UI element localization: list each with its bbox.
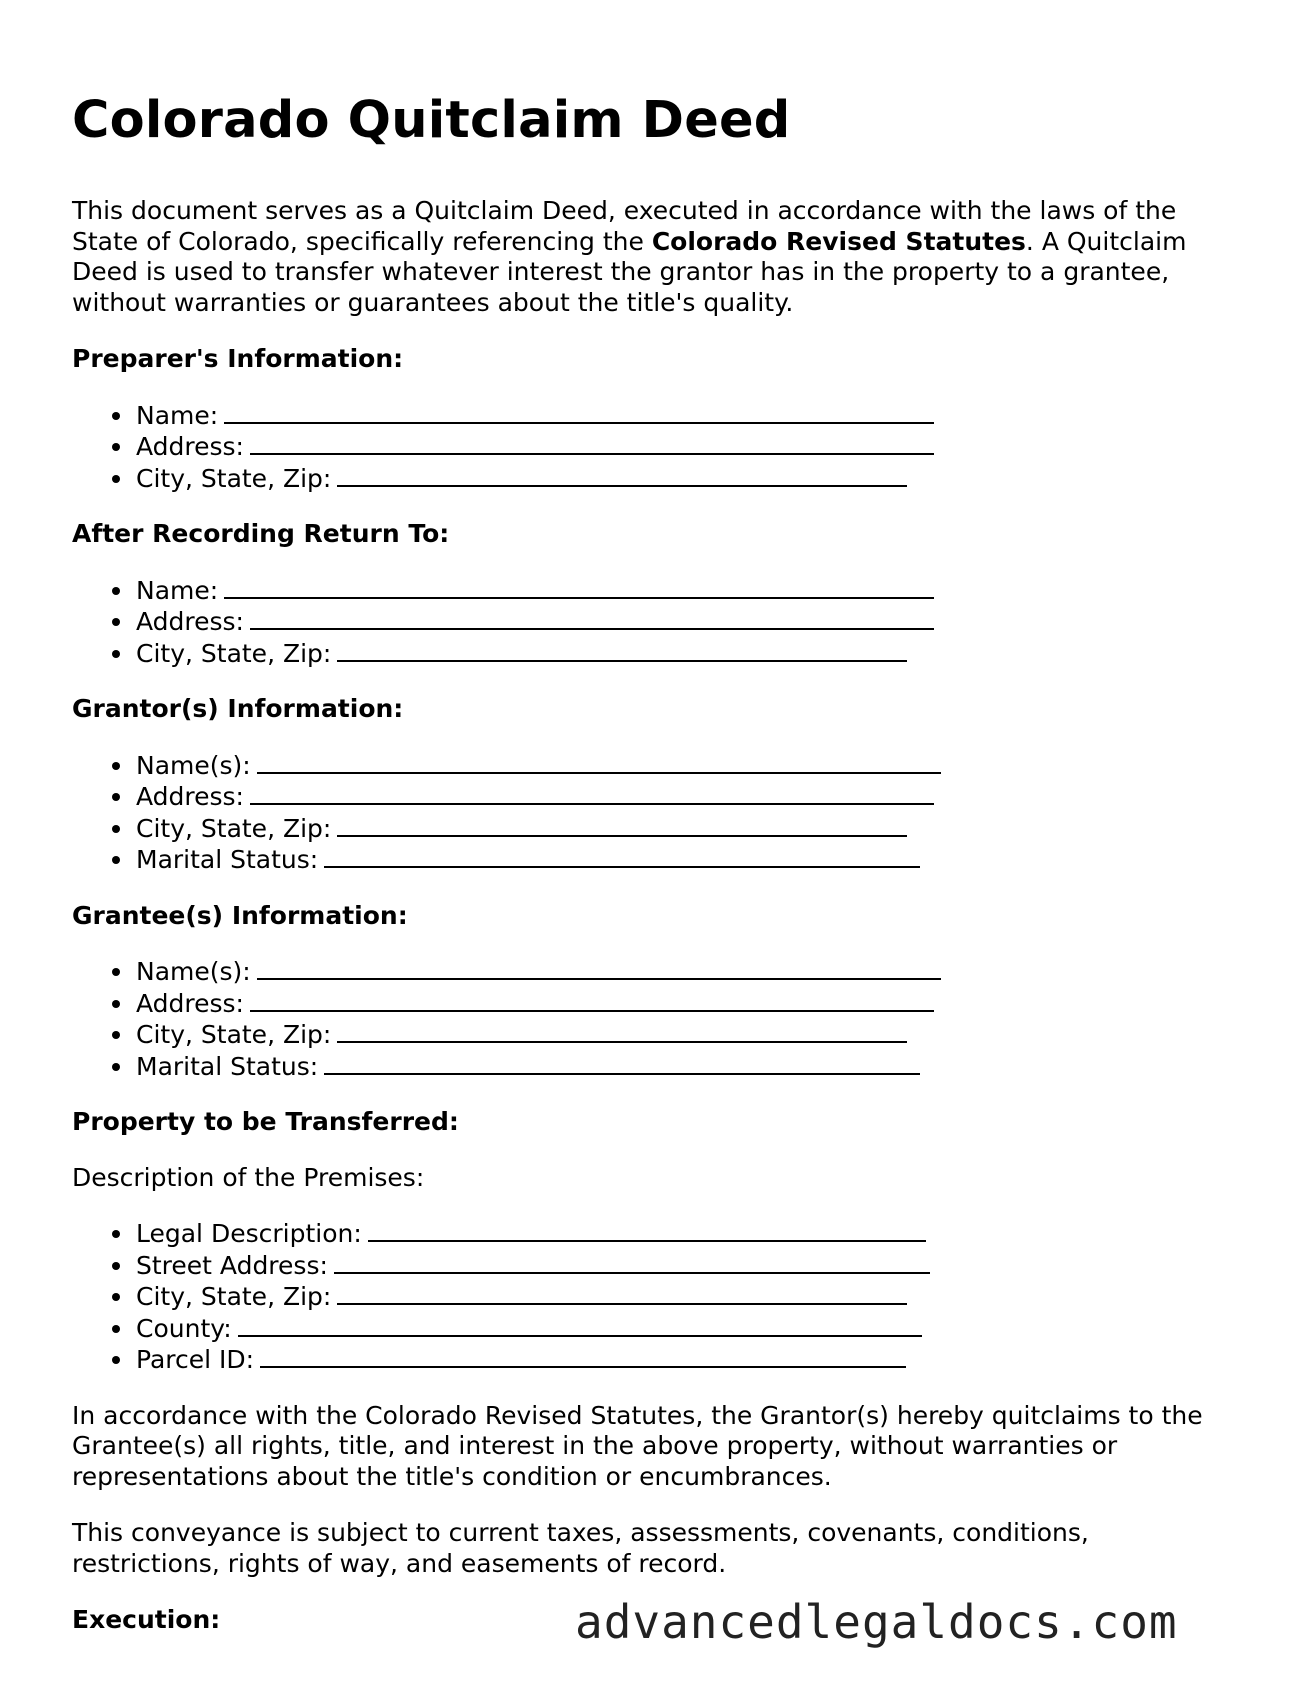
fill-in-line[interactable]	[337, 1019, 907, 1043]
field-label: Address:	[136, 432, 244, 461]
field-label: Address:	[136, 607, 244, 636]
intro-text-after: . A Quitclaim Deed is used to transfer whatever interest the grantor has in the property to a grantee, without warranties or guarantees about the title's quality.	[72, 226, 1187, 317]
grantee-fields	[72, 956, 1242, 1082]
subject-to-paragraph: This conveyance is subject to current taxes, assessments, covenants, conditions, restrictions, rights of way, and easements of record.	[72, 1518, 1089, 1578]
return-to-city-state-zip-field[interactable]	[136, 638, 1242, 670]
fill-in-line[interactable]	[250, 606, 934, 630]
grantee-heading: Grantee(s) Information:	[72, 900, 408, 930]
parcel-id-field[interactable]	[136, 1344, 1242, 1376]
fill-in-line[interactable]	[224, 400, 934, 424]
property-city-state-zip-field[interactable]	[136, 1281, 1242, 1313]
conveyance-paragraph: In accordance with the Colorado Revised Statutes, the Grantor(s) hereby quitclaims to the Grantee(s) all rights, title, and interest in the above property, without warranties or representations about the title's condition or encumbrances.	[72, 1400, 1203, 1491]
field-label: City, State, Zip:	[136, 1282, 332, 1311]
field-label: Address:	[136, 988, 244, 1018]
grantee-marital-status-field[interactable]	[136, 1051, 1242, 1083]
grantor-fields	[72, 750, 1242, 876]
fill-in-line[interactable]	[334, 1250, 930, 1274]
grantor-marital-status-field[interactable]	[136, 844, 1242, 876]
legal-description-field[interactable]	[136, 1218, 1242, 1250]
fill-in-line[interactable]	[238, 1313, 922, 1337]
field-label: Legal Description:	[136, 1219, 362, 1248]
grantee-names-field[interactable]	[136, 956, 1242, 988]
fill-in-line[interactable]	[337, 463, 907, 487]
field-label: Name(s):	[136, 750, 251, 780]
field-label: Street Address:	[136, 1250, 328, 1280]
preparer-fields	[72, 400, 1242, 495]
fill-in-line[interactable]	[250, 781, 934, 805]
field-label: City, State, Zip:	[136, 638, 332, 668]
document-page	[72, 86, 1242, 1661]
property-heading: Property to be Transferred:	[72, 1107, 459, 1136]
fill-in-line[interactable]	[250, 988, 934, 1012]
field-label: Marital Status:	[136, 845, 319, 874]
preparer-name-field[interactable]	[136, 400, 1242, 432]
county-field[interactable]	[136, 1313, 1242, 1345]
return-to-fields	[72, 575, 1242, 670]
grantee-address-field[interactable]	[136, 988, 1242, 1020]
intro-paragraph	[72, 196, 1242, 318]
grantor-address-field[interactable]	[136, 781, 1242, 813]
field-label: Name:	[136, 575, 219, 605]
field-label: City, State, Zip:	[136, 1020, 332, 1049]
field-label: Marital Status:	[136, 1051, 319, 1081]
fill-in-line[interactable]	[337, 638, 907, 662]
grantee-city-state-zip-field[interactable]	[136, 1019, 1242, 1051]
execution-heading: Execution:	[72, 1605, 221, 1634]
fill-in-line[interactable]	[250, 431, 934, 455]
field-label: Address:	[136, 782, 244, 811]
return-to-heading: After Recording Return To:	[72, 519, 450, 548]
document-title: Colorado Quitclaim Deed	[72, 91, 791, 150]
fill-in-line[interactable]	[337, 1281, 907, 1305]
property-fields	[72, 1218, 1242, 1376]
preparer-city-state-zip-field[interactable]	[136, 463, 1242, 495]
field-label: Name(s):	[136, 957, 251, 986]
grantor-city-state-zip-field[interactable]	[136, 813, 1242, 845]
street-address-field[interactable]	[136, 1250, 1242, 1282]
intro-text-bold: Colorado Revised Statutes	[651, 226, 1026, 256]
return-to-name-field[interactable]	[136, 575, 1242, 607]
fill-in-line[interactable]	[257, 956, 941, 980]
grantor-names-field[interactable]	[136, 750, 1242, 782]
fill-in-line[interactable]	[337, 813, 907, 837]
preparer-heading: Preparer's Information:	[72, 344, 404, 373]
fill-in-line[interactable]	[260, 1344, 906, 1368]
watermark-text: advancedlegaldocs.com	[575, 1595, 1178, 1649]
field-label: County:	[136, 1313, 232, 1343]
fill-in-line[interactable]	[224, 575, 934, 599]
fill-in-line[interactable]	[324, 844, 920, 868]
return-to-address-field[interactable]	[136, 606, 1242, 638]
field-label: Name:	[136, 400, 219, 430]
fill-in-line[interactable]	[324, 1051, 920, 1075]
field-label: City, State, Zip:	[136, 463, 332, 493]
intro-text-before: This document serves as a Quitclaim Deed, executed in accordance with the laws of the State of Colorado, specifically referencing the	[72, 196, 1177, 256]
fill-in-line[interactable]	[368, 1218, 926, 1242]
field-label: Parcel ID:	[136, 1345, 255, 1374]
premises-description-label: Description of the Premises:	[72, 1162, 425, 1192]
grantor-heading: Grantor(s) Information:	[72, 694, 404, 723]
fill-in-line[interactable]	[257, 750, 941, 774]
field-label: City, State, Zip:	[136, 813, 332, 843]
preparer-address-field[interactable]	[136, 431, 1242, 463]
